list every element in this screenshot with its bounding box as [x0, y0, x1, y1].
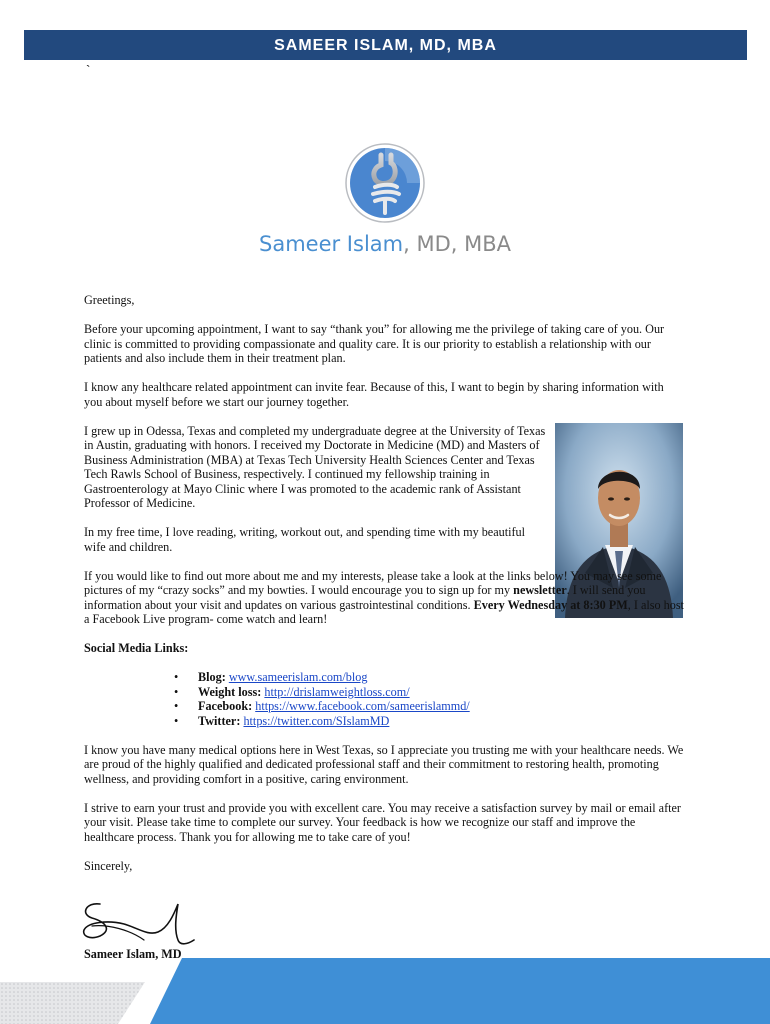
social-link-weight-loss: [174, 685, 684, 700]
newsletter-emphasis: newsletter: [513, 583, 567, 597]
links-text-a: If you would like to find out more about me and my interests, please take a look at the links below! You may see some pictures of my “crazy socks” and my bowties. I would encourage you to sign up for my: [84, 568, 662, 597]
footer-decoration: [0, 958, 770, 1024]
header-bar: [24, 30, 747, 60]
weight-loss-link[interactable]: http://drislamweightloss.com/: [264, 684, 410, 699]
closing: Sincerely,: [84, 858, 133, 873]
social-label: Twitter:: [198, 713, 241, 728]
paragraph-links: [84, 569, 684, 627]
twitter-link[interactable]: https://twitter.com/SIslamMD: [243, 713, 390, 728]
links-text-b: . I will send you information about your visit and updates on various gastrointestinal conditions.: [84, 583, 646, 612]
blog-link[interactable]: www.sameerislam.com/blog: [228, 670, 368, 684]
logo-wordmark: [0, 232, 770, 256]
paragraph-survey: I strive to earn your trust and provide you with excellent care. You may receive a satisfaction survey by mail or email after your visit. Please take time to complete our survey. Your feedback is how we recognize our staff and improve the healthcare process. Thank you for allowing me to take care of you!: [84, 800, 681, 844]
social-link-facebook: [174, 699, 684, 714]
paragraph-background: I grew up in Odessa, Texas and completed my undergraduate degree at the University of Texas in Austin, graduating with honors. I received my Doctorate in Medicine (MD) and Masters of Business Administration (MBA) at Texas Tech University Health Sciences Center and Texas Tech Rawls School of Business, respectively. I continued my fellowship training in Gastroenterology at Mayo Clinic where I was promoted to the academic rank of Assistant Professor of Medicine.: [84, 423, 546, 510]
social-label: Weight loss:: [198, 684, 262, 699]
logo-name: Sameer Islam: [259, 232, 404, 256]
signature-icon: [78, 896, 198, 952]
letter-body: [84, 293, 684, 888]
facebook-live-time: Every Wednesday at 8:30 PM: [473, 597, 628, 612]
greeting: Greetings,: [84, 293, 135, 307]
header-title: SAMEER ISLAM, MD, MBA: [274, 37, 497, 54]
social-media-heading: Social Media Links:: [84, 641, 189, 655]
paragraph-fear: I know any healthcare related appointment can invite fear. Because of this, I want to begin by sharing information with you about myself before we start our journey together.: [84, 380, 664, 409]
facebook-link[interactable]: https://www.facebook.com/sameerislammd/: [255, 699, 470, 713]
social-link-twitter: [174, 714, 684, 729]
links-text-c: , I also host a Facebook Live program- come watch and learn!: [84, 597, 684, 626]
social-link-blog: [174, 670, 684, 685]
social-links-list: [84, 670, 684, 728]
logo-credentials: , MD, MBA: [403, 232, 511, 256]
paragraph-intro: Before your upcoming appointment, I want to say “thank you” for allowing me the privilege of taking care of you. Our clinic is committed to providing compassionate and quality care. It is our priority to establish a relationship with our patients and also include them in their treatment plan.: [84, 322, 665, 365]
stomach-logo-icon: [345, 143, 425, 223]
social-label: Blog:: [198, 670, 226, 684]
paragraph-free-time: In my free time, I love reading, writing, workout out, and spending time with my beautiful wife and children.: [84, 525, 526, 554]
paragraph-options: I know you have many medical options here in West Texas, so I appreciate you trusting me with your healthcare needs. We are proud of the highly qualified and dedicated professional staff and their commitment to restoring health, promoting wellness, and providing comfort in a positive, caring environment.: [84, 742, 684, 786]
signature-name: Sameer Islam, MD: [84, 947, 182, 961]
stray-mark: `: [86, 62, 91, 77]
social-label: Facebook:: [198, 699, 253, 713]
